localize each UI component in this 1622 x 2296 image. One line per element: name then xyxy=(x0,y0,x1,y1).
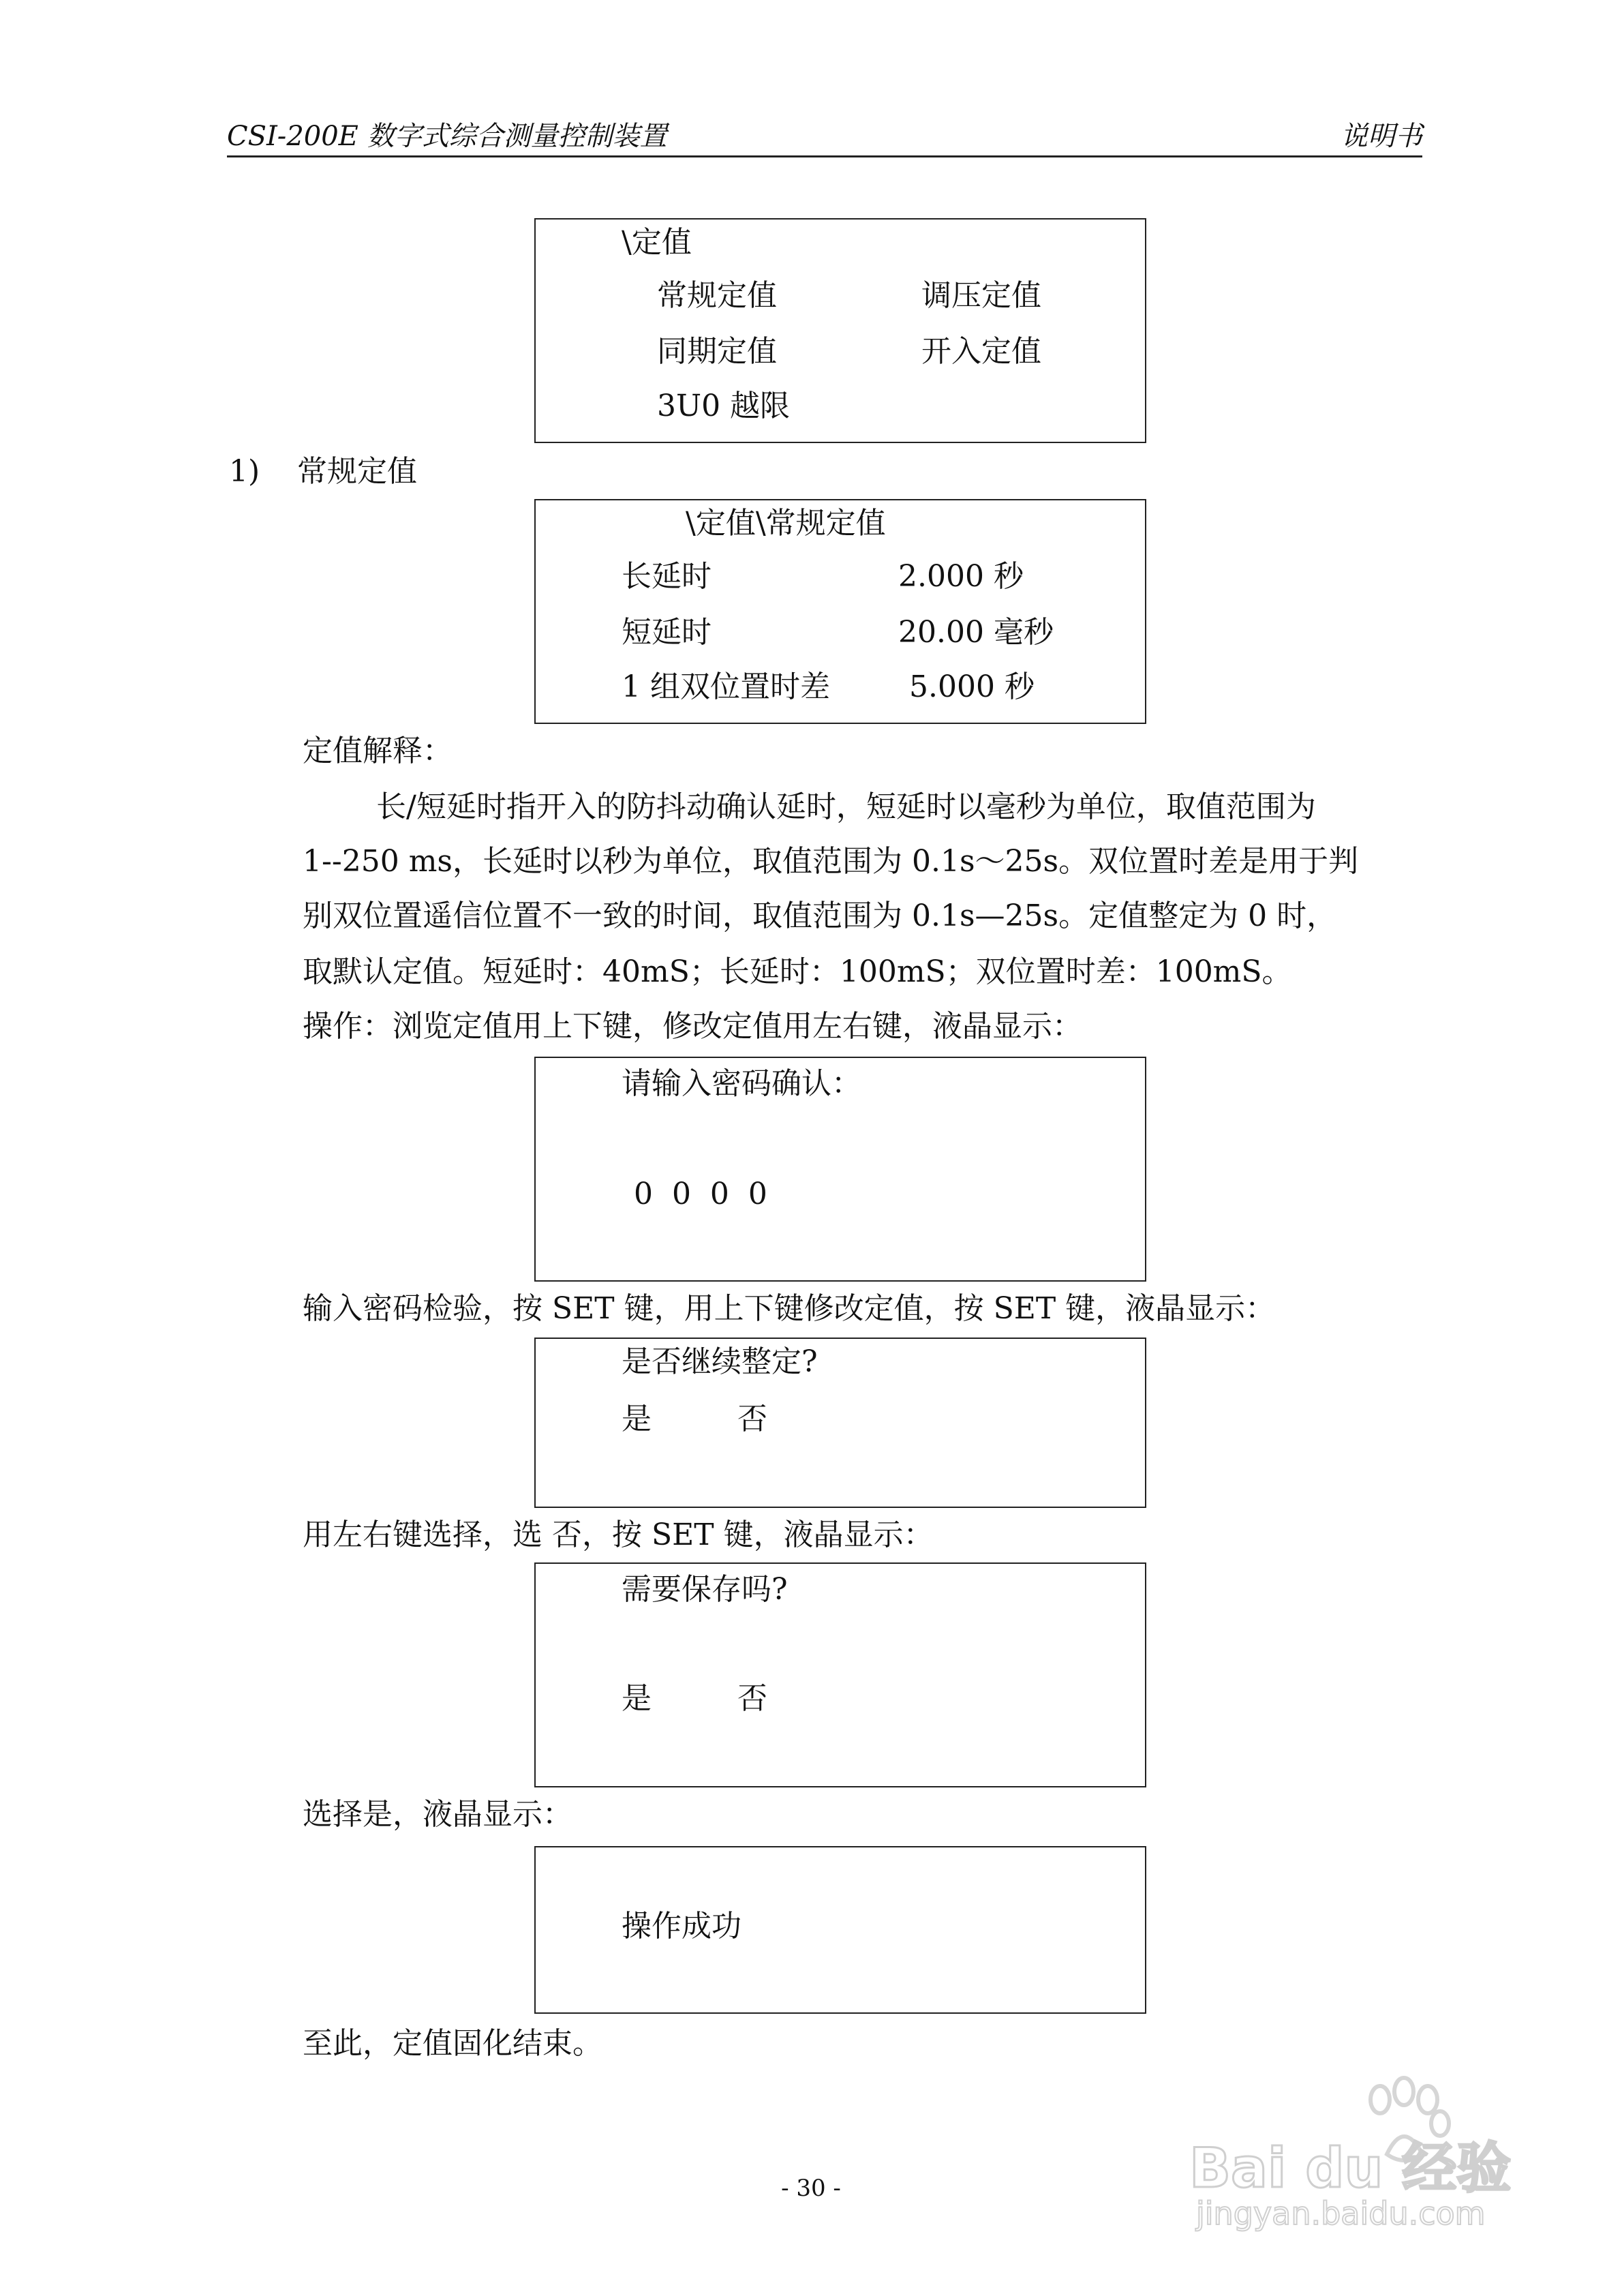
password-digits: 0 0 0 0 xyxy=(634,1177,767,1211)
menu-item-sync: 同期定值 xyxy=(657,334,777,369)
menu-lcd-box xyxy=(534,218,1146,443)
continue-prompt: 是否继续整定? xyxy=(622,1344,818,1379)
explain-title: 定值解释： xyxy=(303,734,453,768)
baidu-watermark xyxy=(1176,2059,1557,2243)
page-number: - 30 - xyxy=(781,2175,841,2202)
settings-title: \定值\常规定值 xyxy=(686,506,886,541)
success-message: 操作成功 xyxy=(622,1909,741,1944)
operation-line: 操作：浏览定值用上下键，修改定值用左右键，液晶显示： xyxy=(303,1009,1082,1044)
setting-label-long-delay: 长延时 xyxy=(622,559,711,594)
setting-label-dual-position: 1 组双位置时差 xyxy=(622,669,830,704)
menu-item-3u0: 3U0 越限 xyxy=(657,389,791,423)
setting-value-long-delay: 2.000 秒 xyxy=(898,559,1024,594)
header-title: CSI-200E 数字式综合测量控制装置 xyxy=(227,121,667,152)
header-divider xyxy=(227,155,1422,157)
continue-option-yes: 是 xyxy=(622,1402,652,1436)
section-number: 1) xyxy=(229,454,260,489)
menu-item-regular: 常规定值 xyxy=(657,278,777,313)
continue-option-no: 否 xyxy=(737,1402,767,1436)
watermark-url: jingyan.baidu.com xyxy=(1196,2195,1486,2232)
header-doc-type: 说明书 xyxy=(1341,121,1422,152)
instruction-line-5: 至此，定值固化结束。 xyxy=(303,2026,602,2061)
setting-value-dual-position: 5.000 秒 xyxy=(909,669,1035,704)
setting-value-short-delay: 20.00 毫秒 xyxy=(898,615,1054,650)
success-lcd-box xyxy=(534,1846,1146,2014)
explain-line-1: 长/短延时指开入的防抖动确认延时，短延时以毫秒为单位，取值范围为 xyxy=(376,789,1316,824)
menu-item-input: 开入定值 xyxy=(921,334,1041,369)
instruction-line-3: 用左右键选择，选 否，按 SET 键，液晶显示： xyxy=(303,1517,934,1552)
menu-title: \定值 xyxy=(622,225,692,260)
save-option-no: 否 xyxy=(737,1681,767,1716)
setting-label-short-delay: 短延时 xyxy=(622,615,711,650)
section-title: 常规定值 xyxy=(297,454,417,489)
save-lcd-box xyxy=(534,1562,1146,1787)
instruction-line-4: 选择是，液晶显示： xyxy=(303,1797,572,1832)
save-prompt: 需要保存吗? xyxy=(622,1572,788,1607)
instruction-line-2: 输入密码检验，按 SET 键，用上下键修改定值，按 SET 键，液晶显示： xyxy=(303,1291,1276,1326)
explain-line-4: 取默认定值。短延时：40mS；长延时：100mS；双位置时差：100mS。 xyxy=(303,954,1292,989)
password-prompt: 请输入密码确认： xyxy=(622,1066,861,1101)
settings-lcd-box xyxy=(534,499,1146,724)
save-option-yes: 是 xyxy=(622,1681,652,1716)
continue-lcd-box xyxy=(534,1338,1146,1508)
watermark-brand: Bai du 经验 xyxy=(1189,2136,1512,2200)
password-lcd-box xyxy=(534,1057,1146,1282)
menu-item-voltage: 调压定值 xyxy=(921,278,1041,313)
explain-line-3: 别双位置遥信位置不一致的时间，取值范围为 0.1s—25s。定值整定为 0 时， xyxy=(303,898,1337,933)
explain-line-2: 1--250 ms，长延时以秒为单位，取值范围为 0.1s～25s。双位置时差是用于判 xyxy=(303,844,1359,879)
